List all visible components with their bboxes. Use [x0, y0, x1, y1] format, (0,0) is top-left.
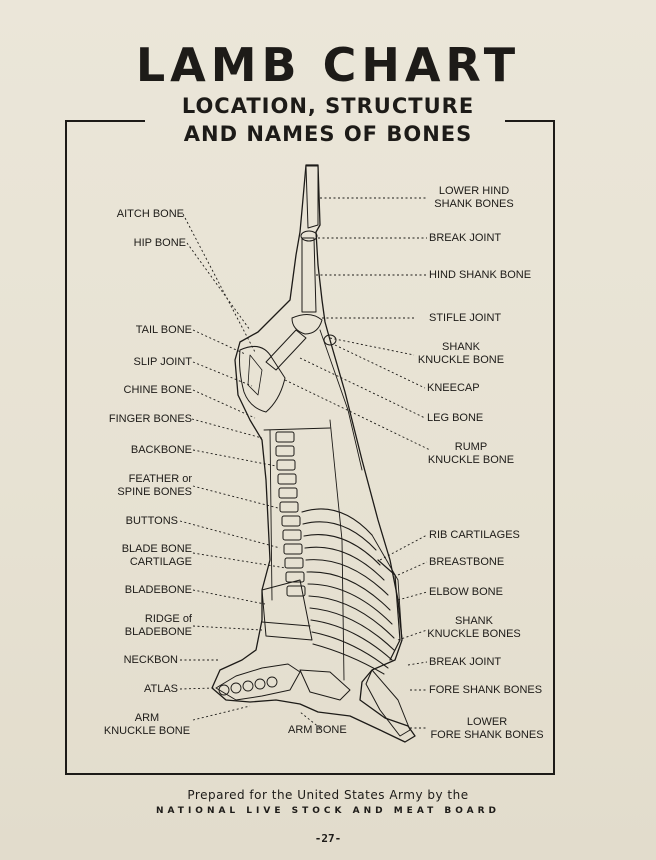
label-breastbone: BREASTBONE: [429, 556, 505, 568]
label-elbow-bone: ELBOW BONE: [429, 586, 503, 598]
label-neckbone: NECKBON: [123, 654, 178, 666]
label-buttons: BUTTONS: [125, 515, 178, 527]
label-finger-bones: FINGER BONES: [108, 413, 192, 425]
label-arm-bone: ARM BONE: [288, 724, 347, 736]
label-hind-shank-bone: HIND SHANK BONE: [429, 269, 532, 281]
label-hip-bone: HIP BONE: [133, 237, 186, 249]
label-lower-fore-shank-bones: LOWER FORE SHANK BONES: [430, 716, 544, 741]
page-number: -27-: [314, 832, 342, 845]
arm-bone-shape: [300, 670, 350, 700]
label-chine-bone: CHINE BONE: [123, 384, 192, 396]
leg-bone-shape: [266, 330, 306, 370]
label-atlas: ATLAS: [143, 683, 178, 695]
label-tail-bone: TAIL BONE: [135, 324, 192, 336]
lower-hind-shank-bone-shape: [306, 166, 318, 228]
subtitle-line-2: AND NAMES OF BONES: [183, 122, 473, 146]
rib-cage: [302, 509, 394, 674]
credit-line-1: Prepared for the United States Army by the: [187, 788, 469, 802]
label-feather-spine-bones: FEATHER or SPINE BONES: [117, 473, 192, 498]
page-title: LAMB CHART: [135, 38, 521, 92]
carcass-outline: [212, 165, 415, 742]
label-slip-joint: SLIP JOINT: [133, 356, 192, 368]
break-joint-hind-shape: [301, 231, 317, 241]
atlas-vertebrae: [219, 677, 277, 695]
label-arm-knuckle-bone: ARM KNUCKLE BONE: [103, 712, 191, 737]
label-leg-bone: LEG BONE: [427, 412, 484, 424]
label-shank-knuckle-bones-fore: SHANK KNUCKLE BONES: [427, 615, 521, 640]
label-stifle-joint: STIFLE JOINT: [429, 312, 502, 324]
label-rib-cartilages: RIB CARTILAGES: [429, 529, 520, 541]
label-kneecap: KNEECAP: [427, 382, 480, 394]
label-aitch-bone: AITCH BONE: [116, 208, 184, 220]
label-break-joint-fore: BREAK JOINT: [429, 656, 502, 668]
label-backbone: BACKBONE: [130, 444, 192, 456]
label-ridge-of-bladebone: RIDGE of BLADEBONE: [124, 613, 192, 638]
neck-vertebrae: [216, 664, 300, 700]
label-blade-bone-cartilage: BLADE BONE CARTILAGE: [121, 543, 192, 568]
label-rump-knuckle-bone: RUMP KNUCKLE BONE: [427, 441, 515, 466]
aitch-bone-shape: [248, 355, 262, 395]
label-shank-knuckle-bone-hind: SHANK KNUCKLE BONE: [417, 341, 505, 366]
label-break-joint-hind: BREAK JOINT: [429, 232, 502, 244]
label-fore-shank-bones: FORE SHANK BONES: [429, 684, 543, 696]
spine: [276, 432, 305, 596]
backbone-line: [270, 430, 272, 600]
stifle-joint-shape: [292, 314, 322, 334]
label-bladebone: BLADEBONE: [124, 584, 192, 596]
pelvis-shape: [240, 346, 286, 412]
credit-line-2: NATIONAL LIVE STOCK AND MEAT BOARD: [156, 806, 500, 816]
label-lower-hind-shank-bones: LOWER HIND SHANK BONES: [434, 185, 514, 210]
subtitle-line-1: LOCATION, STRUCTURE: [181, 94, 475, 118]
hind-shank-bone-shape: [302, 238, 316, 312]
